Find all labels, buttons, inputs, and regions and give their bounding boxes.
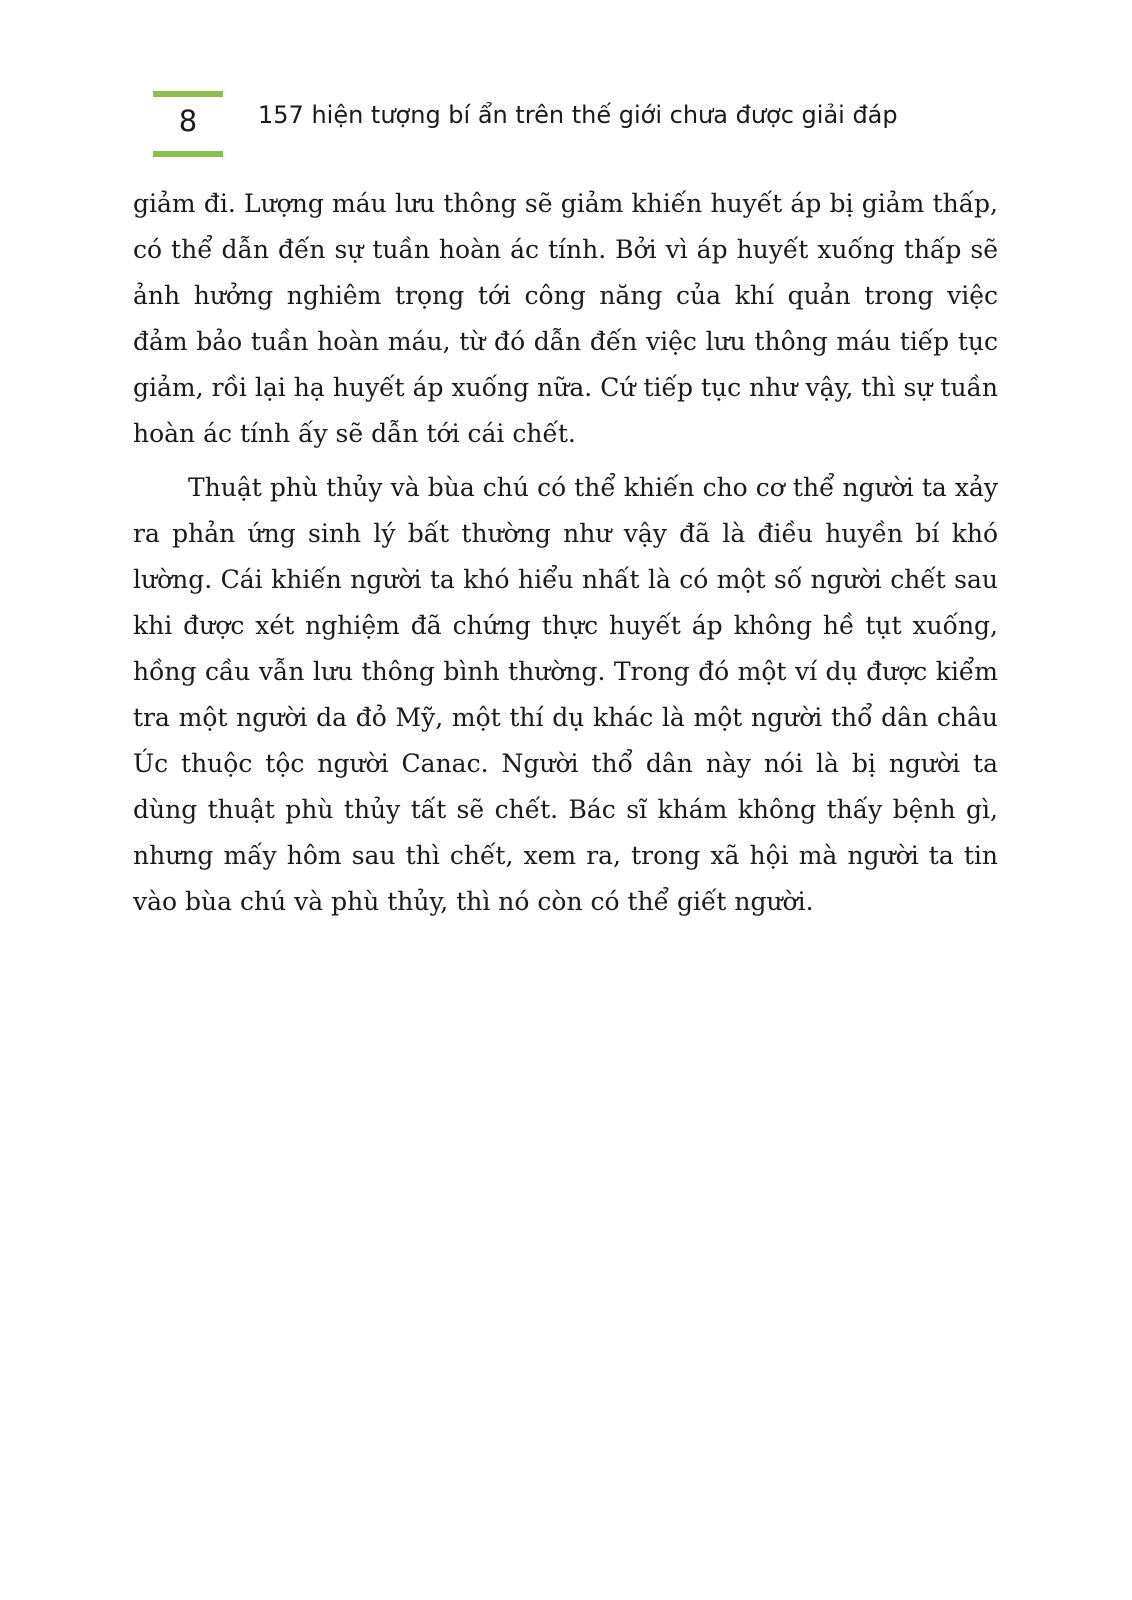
page-number: 8 bbox=[178, 104, 198, 138]
paragraph-continued: giảm đi. Lượng máu lưu thông sẽ giảm khiến huyết áp bị giảm thấp, có thể dẫn đến sự tuần hoàn ác tính. Bởi vì áp huyết xuống thấp sẽ ảnh hưởng nghiêm trọng tới công năng của khí quản trong việc đảm bảo tuần hoàn máu, từ đó dẫn đến việc lưu thông máu tiếp tục giảm, rồi lại hạ huyết áp xuống nữa. Cứ tiếp tục như vậy, thì sự tuần hoàn ác tính ấy sẽ dẫn tới cái chết. bbox=[133, 189, 998, 448]
page-number-block bbox=[153, 91, 223, 157]
header-rule-bottom bbox=[153, 151, 223, 157]
paragraph: Thuật phù thủy và bùa chú có thể khiến cho cơ thể người ta xảy ra phản ứng sinh lý bất thường như vậy đã là điều huyền bí khó lường. Cái khiến người ta khó hiểu nhất là có một số người chết sau khi được xét nghiệm đã chứng thực huyết áp không hề tụt xuống, hồng cầu vẫn lưu thông bình thường. Trong đó một ví dụ được kiểm tra một người da đỏ Mỹ, một thí dụ khác là một người thổ dân châu Úc thuộc tộc người Canac. Người thổ dân này nói là bị người ta dùng thuật phù thủy tất sẽ chết. Bác sĩ khám không thấy bệnh gì, nhưng mấy hôm sau thì chết, xem ra, trong xã hội mà người ta tin vào bùa chú và phù thủy, thì nó còn có thể giết người. bbox=[133, 473, 998, 916]
running-title: 157 hiện tượng bí ẩn trên thế giới chưa được giải đáp bbox=[258, 101, 898, 129]
header-rule-top bbox=[153, 91, 223, 97]
body-text bbox=[133, 181, 998, 933]
